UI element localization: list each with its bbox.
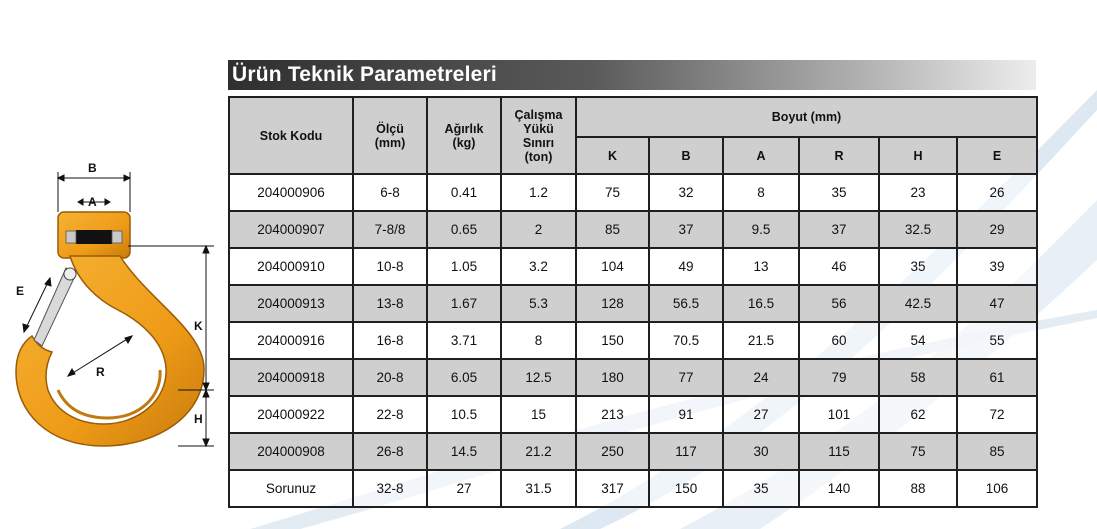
cell-k: 317 <box>576 470 649 507</box>
cell-k: 85 <box>576 211 649 248</box>
cell-k: 213 <box>576 396 649 433</box>
cell-wll: 3.2 <box>501 248 576 285</box>
cell-h: 62 <box>879 396 957 433</box>
table-row <box>229 285 1037 322</box>
col-header-stock-code <box>229 97 353 174</box>
table-row <box>229 433 1037 470</box>
cell-a: 8 <box>723 174 799 211</box>
table-row <box>229 211 1037 248</box>
header-label: Ağırlık (kg) <box>444 121 484 150</box>
clevis-hook-diagram <box>8 150 223 455</box>
cell-weight: 27 <box>427 470 501 507</box>
table-row <box>229 396 1037 433</box>
cell-b: 77 <box>649 359 723 396</box>
cell-a: 21.5 <box>723 322 799 359</box>
cell-size: 10-8 <box>353 248 427 285</box>
cell-e: 55 <box>957 322 1037 359</box>
cell-r: 60 <box>799 322 879 359</box>
cell-e: 85 <box>957 433 1037 470</box>
cell-b: 37 <box>649 211 723 248</box>
cell-r: 46 <box>799 248 879 285</box>
cell-stock-code: 204000916 <box>229 322 353 359</box>
cell-e: 61 <box>957 359 1037 396</box>
col-header-size <box>353 97 427 174</box>
cell-stock-code: 204000910 <box>229 248 353 285</box>
cell-r: 101 <box>799 396 879 433</box>
cell-wll: 5.3 <box>501 285 576 322</box>
cell-k: 150 <box>576 322 649 359</box>
cell-h: 54 <box>879 322 957 359</box>
cell-weight: 14.5 <box>427 433 501 470</box>
cell-stock-code: Sorunuz <box>229 470 353 507</box>
cell-h: 58 <box>879 359 957 396</box>
cell-e: 47 <box>957 285 1037 322</box>
cell-wll: 12.5 <box>501 359 576 396</box>
cell-k: 180 <box>576 359 649 396</box>
header-label: Stok Kodu <box>259 128 323 143</box>
header-label: Ölçü (mm) <box>374 121 406 150</box>
cell-wll: 2 <box>501 211 576 248</box>
header-label: Çalışma Yükü Sınırı (ton) <box>514 107 563 164</box>
cell-wll: 8 <box>501 322 576 359</box>
page-title: Ürün Teknik Parametreleri <box>232 63 497 86</box>
cell-stock-code: 204000907 <box>229 211 353 248</box>
dim-label-a: A <box>88 195 97 209</box>
cell-e: 26 <box>957 174 1037 211</box>
cell-b: 150 <box>649 470 723 507</box>
cell-wll: 1.2 <box>501 174 576 211</box>
cell-size: 26-8 <box>353 433 427 470</box>
col-header-k: K <box>576 137 649 174</box>
cell-wll: 31.5 <box>501 470 576 507</box>
cell-size: 7-8/8 <box>353 211 427 248</box>
col-header-working-load-limit <box>501 97 576 174</box>
cell-e: 106 <box>957 470 1037 507</box>
cell-weight: 1.67 <box>427 285 501 322</box>
table-row <box>229 470 1037 507</box>
table-row <box>229 248 1037 285</box>
col-header-h: H <box>879 137 957 174</box>
cell-e: 29 <box>957 211 1037 248</box>
cell-a: 27 <box>723 396 799 433</box>
table-header-row <box>229 97 1037 137</box>
cell-r: 35 <box>799 174 879 211</box>
cell-b: 32 <box>649 174 723 211</box>
cell-r: 79 <box>799 359 879 396</box>
cell-h: 75 <box>879 433 957 470</box>
cell-weight: 0.41 <box>427 174 501 211</box>
cell-wll: 15 <box>501 396 576 433</box>
cell-size: 6-8 <box>353 174 427 211</box>
cell-stock-code: 204000922 <box>229 396 353 433</box>
table-row <box>229 359 1037 396</box>
cell-a: 24 <box>723 359 799 396</box>
cell-h: 23 <box>879 174 957 211</box>
col-header-weight <box>427 97 501 174</box>
cell-wll: 21.2 <box>501 433 576 470</box>
cell-r: 140 <box>799 470 879 507</box>
cell-k: 128 <box>576 285 649 322</box>
cell-size: 22-8 <box>353 396 427 433</box>
cell-size: 20-8 <box>353 359 427 396</box>
cell-weight: 1.05 <box>427 248 501 285</box>
cell-size: 16-8 <box>353 322 427 359</box>
col-header-a: A <box>723 137 799 174</box>
cell-e: 72 <box>957 396 1037 433</box>
header-label: Boyut (mm) <box>771 110 842 124</box>
col-header-e: E <box>957 137 1037 174</box>
cell-a: 13 <box>723 248 799 285</box>
dim-label-b: B <box>88 161 97 175</box>
cell-b: 91 <box>649 396 723 433</box>
cell-h: 42.5 <box>879 285 957 322</box>
cell-stock-code: 204000908 <box>229 433 353 470</box>
cell-r: 115 <box>799 433 879 470</box>
cell-stock-code: 204000913 <box>229 285 353 322</box>
cell-k: 75 <box>576 174 649 211</box>
col-header-r: R <box>799 137 879 174</box>
dim-label-h: H <box>194 412 203 426</box>
cell-r: 37 <box>799 211 879 248</box>
cell-b: 49 <box>649 248 723 285</box>
cell-h: 88 <box>879 470 957 507</box>
table-row <box>229 174 1037 211</box>
cell-a: 9.5 <box>723 211 799 248</box>
cell-size: 32-8 <box>353 470 427 507</box>
cell-h: 32.5 <box>879 211 957 248</box>
dim-label-k: K <box>194 319 203 333</box>
cell-e: 39 <box>957 248 1037 285</box>
cell-size: 13-8 <box>353 285 427 322</box>
cell-weight: 10.5 <box>427 396 501 433</box>
cell-weight: 6.05 <box>427 359 501 396</box>
cell-b: 56.5 <box>649 285 723 322</box>
cell-a: 16.5 <box>723 285 799 322</box>
table-body <box>229 174 1037 507</box>
col-header-dimension-group <box>576 97 1037 137</box>
cell-r: 56 <box>799 285 879 322</box>
cell-h: 35 <box>879 248 957 285</box>
cell-k: 250 <box>576 433 649 470</box>
cell-a: 35 <box>723 470 799 507</box>
cell-k: 104 <box>576 248 649 285</box>
dim-label-e: E <box>16 284 25 298</box>
clevis-pin <box>76 230 112 244</box>
cell-stock-code: 204000918 <box>229 359 353 396</box>
table-row <box>229 322 1037 359</box>
col-header-b: B <box>649 137 723 174</box>
cell-b: 70.5 <box>649 322 723 359</box>
title-bar <box>228 60 1036 90</box>
cell-stock-code: 204000906 <box>229 174 353 211</box>
cell-b: 117 <box>649 433 723 470</box>
cell-weight: 3.71 <box>427 322 501 359</box>
dim-label-r: R <box>96 365 105 379</box>
cell-a: 30 <box>723 433 799 470</box>
cell-weight: 0.65 <box>427 211 501 248</box>
spec-table <box>228 96 1038 508</box>
